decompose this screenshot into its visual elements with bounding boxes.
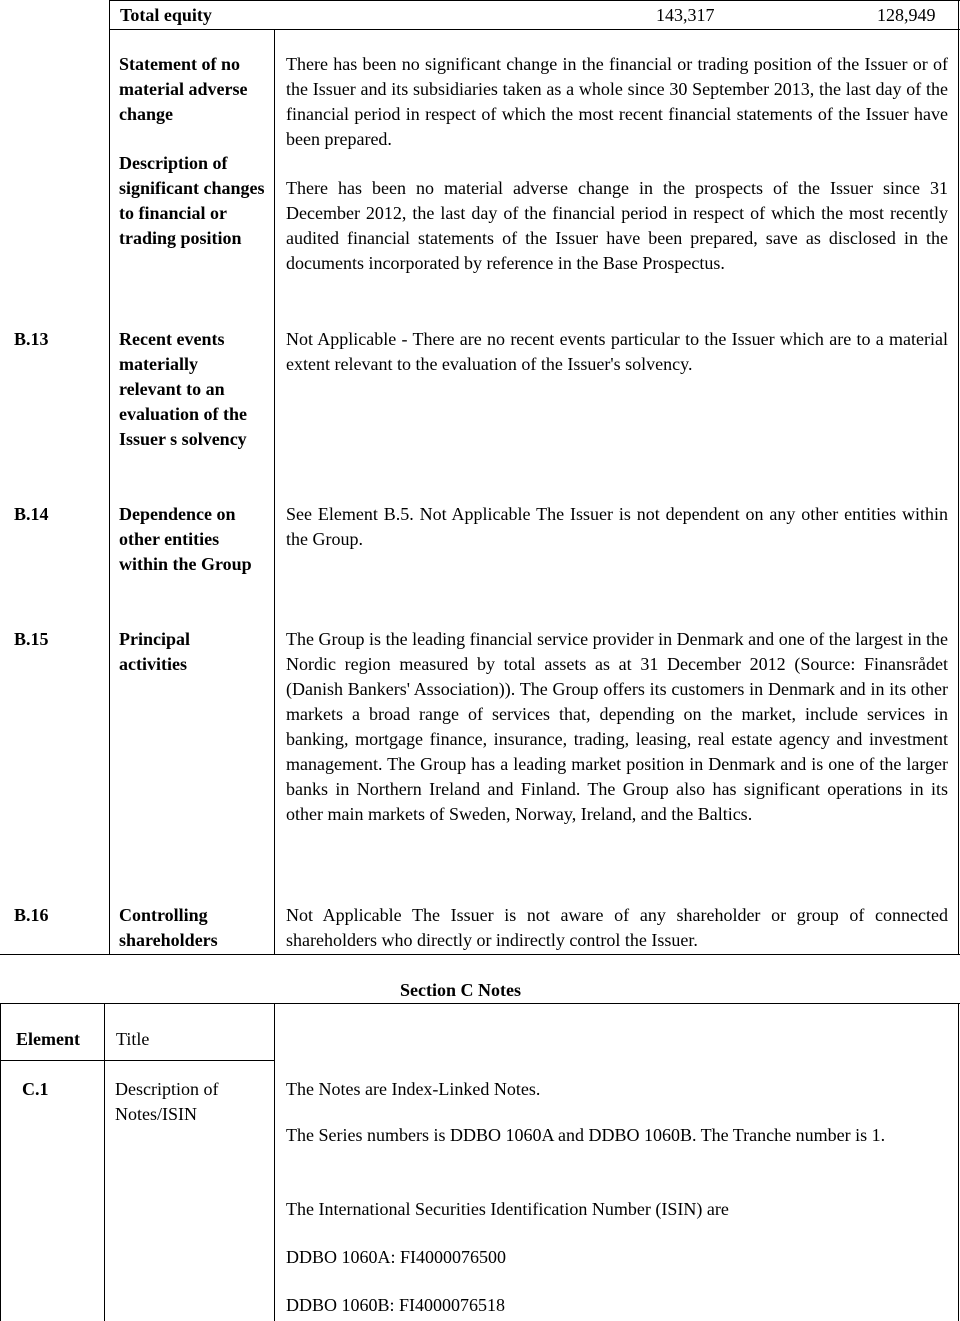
section-c-text-divider xyxy=(274,1003,275,1321)
section-c-heading: Section C Notes xyxy=(400,980,521,1000)
section-c-left-border xyxy=(0,1003,1,1321)
row-b14-id: B.14 xyxy=(14,504,49,524)
section-c-top-border xyxy=(0,1003,960,1004)
top-table-left-border xyxy=(109,0,110,30)
section-b-right-border xyxy=(958,30,959,954)
row-b13-title: Recent events materially relevant to an evaluation of the Issuer s solvency xyxy=(119,329,247,449)
row-b16-text: Not Applicable The Issuer is not aware of any shareholder or group of connected shareholders who directly or indirectly control the Issuer. xyxy=(286,905,948,950)
row-b12-title-b: Description of significant changes to financial or trading position xyxy=(119,153,265,248)
row-c1-text-1: The Notes are Index-Linked Notes. xyxy=(286,1079,541,1099)
row-c1-isin-a: DDBO 1060A: FI4000076500 xyxy=(286,1247,507,1267)
row-c1-text-2: The Series numbers is DDBO 1060A and DDBO 1060B. The Tranche number is 1. xyxy=(286,1125,886,1145)
section-c-col-element: Element xyxy=(16,1029,80,1049)
row-b12-text-2: There has been no material adverse change in the prospects of the Issuer since 31 December 2012, the last day of the financial period in respect of which the most recently audited financial statements of the Issuer have been prepared, save as disclosed in the documents incorporated by reference in the Base Prospectus. xyxy=(286,178,948,273)
row-b15-id: B.15 xyxy=(14,629,49,649)
row-b16-title: Controlling shareholders xyxy=(119,905,218,950)
section-c-col-title: Title xyxy=(116,1029,150,1049)
section-b-text-divider xyxy=(274,30,275,954)
section-b-bottom-border xyxy=(0,954,960,955)
row-b15-text: The Group is the leading financial service provider in Denmark and one of the largest in the Nordic region measured by total assets as at 31 December 2012 (Source: Finansrådet (Danish Bankers' Association)). The Group offers its customers in Denmark and in its other markets a broad range of services that, depending on the market, include services in banking, mortgage finance, insurance, trading, leasing, real estate agency and investment management. The Group has a leading market position in Denmark and is one of the larger banks in Northern Ireland and Finland. The Group also has significant operations in its other main markets of Sweden, Norway, Ireland, and the Baltics. xyxy=(286,629,948,824)
section-c-header-divider xyxy=(0,1060,275,1061)
section-c-title-divider xyxy=(104,1003,105,1321)
row-b15-title: Principal activities xyxy=(119,629,190,674)
section-c-right-border xyxy=(958,1003,959,1321)
top-table-row-divider xyxy=(109,29,960,30)
row-c1-id: C.1 xyxy=(22,1079,49,1099)
row-b12-text-1: There has been no significant change in the financial or trading position of the Issuer or of the Issuer and its subsidiaries taken as a whole since 30 September 2013, the last day of the financial period in respect of which the most recent financial statements of the Issuer have been prepared. xyxy=(286,54,948,149)
total-equity-value-2012: 128,949 xyxy=(877,5,936,25)
top-table-top-border xyxy=(109,0,960,1)
row-c1-title: Description of Notes/ISIN xyxy=(115,1079,219,1124)
total-equity-value-2013: 143,317 xyxy=(656,5,715,25)
row-b13-id: B.13 xyxy=(14,329,49,349)
row-c1-text-3: The International Securities Identification Number (ISIN) are xyxy=(286,1199,729,1219)
row-b13-text: Not Applicable - There are no recent events particular to the Issuer which are to a material extent relevant to the evaluation of the Issuer's solvency. xyxy=(286,329,948,374)
row-b12-title-a: Statement of no material adverse change xyxy=(119,54,248,124)
top-table-right-border xyxy=(958,0,959,30)
section-b-title-divider xyxy=(109,30,110,954)
total-equity-label: Total equity xyxy=(120,5,212,25)
row-b14-title: Dependence on other entities within the Group xyxy=(119,504,252,574)
row-b14-text: See Element B.5. Not Applicable The Issuer is not dependent on any other entities within the Group. xyxy=(286,504,948,549)
row-c1-isin-b: DDBO 1060B: FI4000076518 xyxy=(286,1295,506,1315)
row-b16-id: B.16 xyxy=(14,905,49,925)
